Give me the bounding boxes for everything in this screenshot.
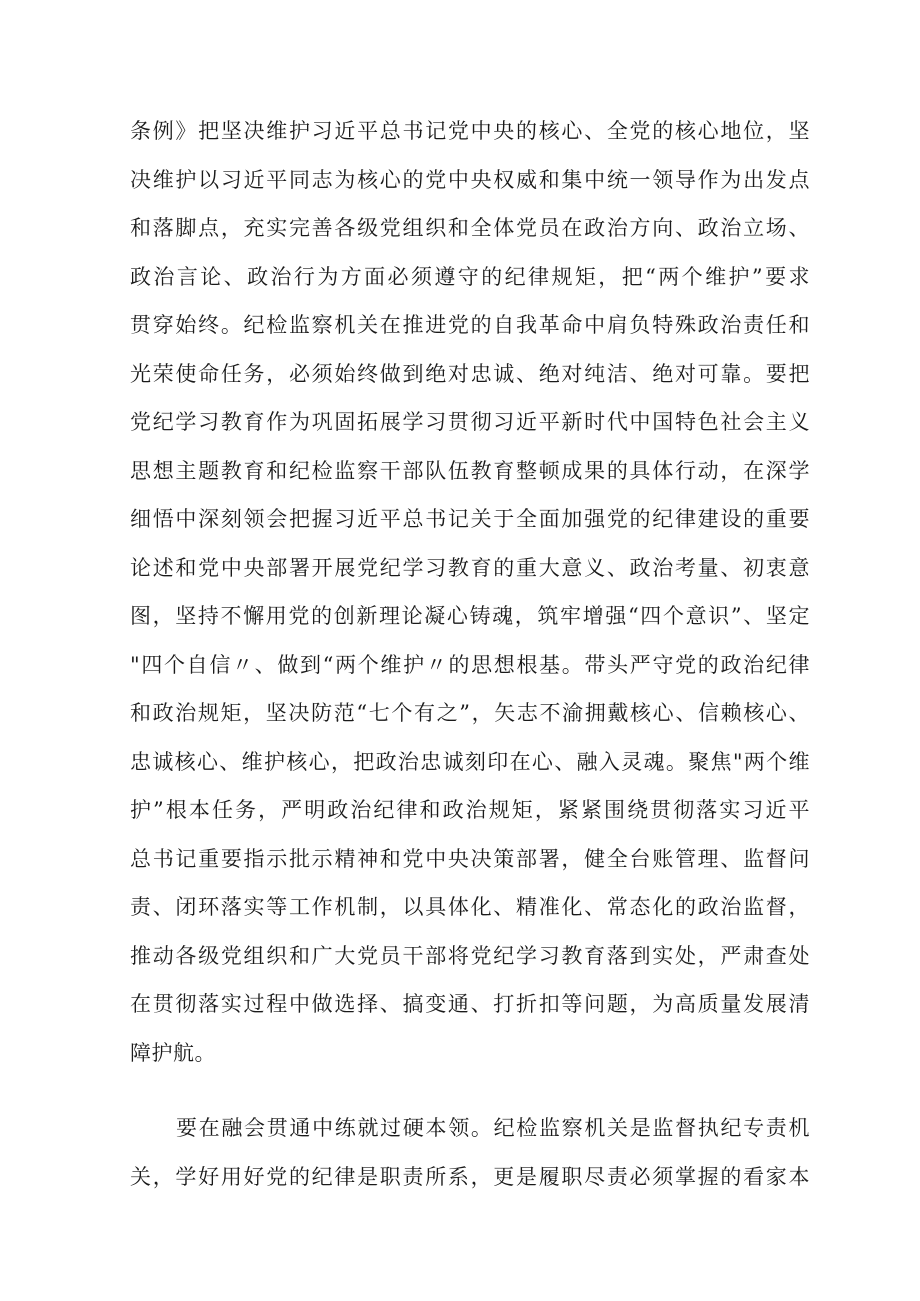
text-line: 论述和党中央部署开展党纪学习教育的重大意义、政治考量、初衷意	[130, 555, 810, 580]
text-line: 关，学好用好党的纪律是职责所系，更是履职尽责必须掌握的看家本	[130, 1164, 810, 1189]
text-line: 光荣使命任务，必须始终做到绝对忠诚、绝对纯洁、绝对可靠。要把	[130, 361, 810, 386]
text-line: 决维护以习近平同志为核心的党中央权威和集中统一领导作为出发点	[130, 167, 810, 192]
text-line: 责、闭环落实等工作机制，以具体化、精准化、常态化的政治监督，	[130, 895, 810, 919]
text-line: 要在融会贯通中练就过硬本领。纪检监察机关是监督执纪专责机	[176, 1116, 810, 1140]
text-line: "四个自信〃、做到“两个维护〃的思想根基。带头严守党的政治纪律	[130, 652, 810, 677]
text-line: 条例》把坚决维护习近平总书记党中央的核心、全党的核心地位，坚	[130, 119, 810, 143]
text-line: 思想主题教育和纪检监察干部队伍教育整顿成果的具体行动，在深学	[130, 458, 810, 483]
text-line: 贯穿始终。纪检监察机关在推进党的自我革命中肩负特殊政治责任和	[130, 313, 810, 337]
text-line: 推动各级党组织和广大党员干部将党纪学习教育落到实处，严肃查处	[130, 943, 810, 968]
text-line: 护”根本任务，严明政治纪律和政治规矩，紧紧围绕贯彻落实习近平	[130, 798, 810, 822]
text-line: 在贯彻落实过程中做选择、搞变通、打折扣等问题，为高质量发展清	[130, 992, 810, 1016]
text-line: 和政治规矩，坚决防范“七个有之”，矢志不渝拥戴核心、信赖核心、	[130, 701, 810, 725]
text-line: 障护航。	[130, 1040, 216, 1065]
body-paragraph-1	[130, 107, 810, 1077]
text-line: 政治言论、政治行为方面必须遵守的纪律规矩，把“两个维护”要求	[130, 264, 810, 289]
text-line: 党纪学习教育作为巩固拓展学习贯彻习近平新时代中国特色社会主义	[130, 410, 810, 434]
body-paragraph-2	[130, 1104, 810, 1201]
text-line: 图，坚持不懈用党的创新理论凝心铸魂，筑牢增强“四个意识”、坚定	[130, 604, 810, 628]
text-line: 细悟中深刻领会把握习近平总书记关于全面加强党的纪律建设的重要	[130, 507, 810, 531]
text-line: 忠诚核心、维护核心，把政治忠诚刻印在心、融入灵魂。聚焦"两个维	[130, 749, 810, 774]
text-line: 和落脚点，充实完善各级党组织和全体党员在政治方向、政治立场、	[130, 216, 810, 240]
text-line: 总书记重要指示批示精神和党中央决策部署，健全台账管理、监督问	[130, 846, 810, 871]
